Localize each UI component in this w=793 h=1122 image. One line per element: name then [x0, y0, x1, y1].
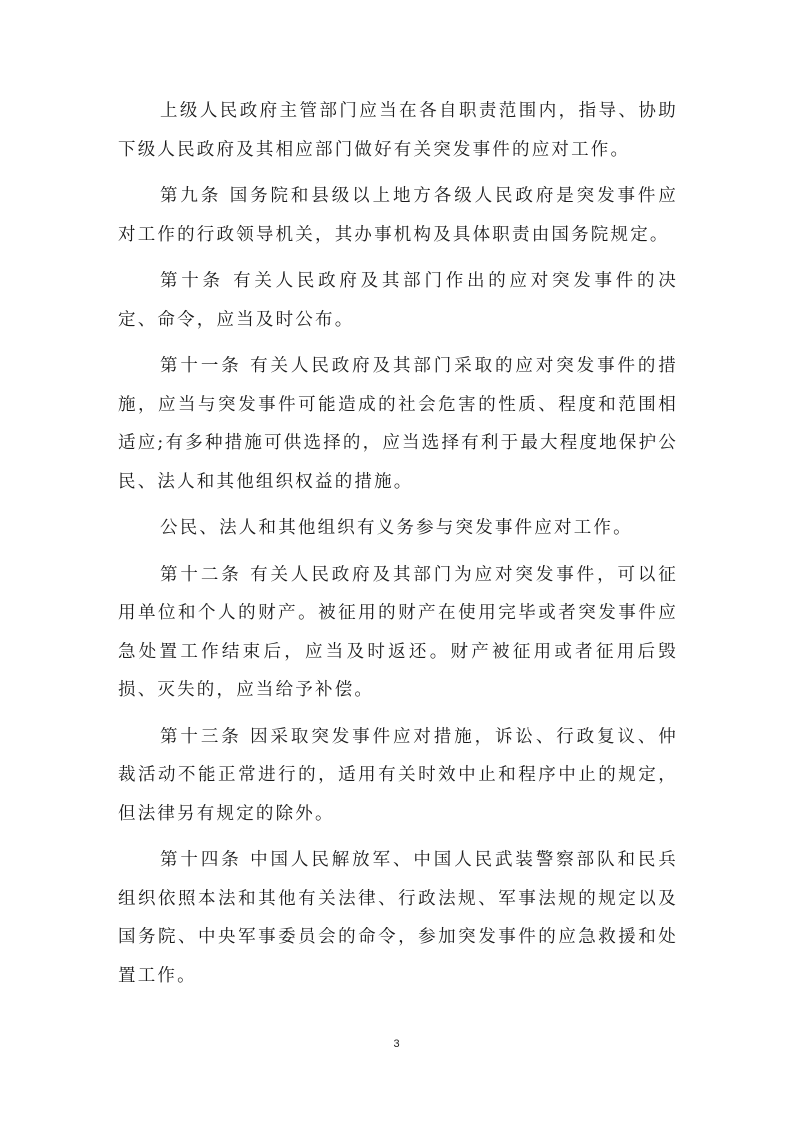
paragraph: 第十一条 有关人民政府及其部门采取的应对突发事件的措施，应当与突发事件可能造成的社会危害的性质、程度和范围相适应;有多种措施可供选择的，应当选择有利于最大程度地保护公民、法人和其他组织权益的措施。: [118, 356, 678, 492]
paragraph: 第十三条 因采取突发事件应对措施，诉讼、行政复议、仲裁活动不能正常进行的，适用有关时效中止和程序中止的规定，但法律另有规定的除外。: [118, 726, 678, 824]
paragraph: 第十条 有关人民政府及其部门作出的应对突发事件的决定、命令，应当及时公布。: [118, 271, 678, 330]
page-number: 3: [393, 1038, 400, 1050]
paragraph: 公民、法人和其他组织有义务参与突发事件应对工作。: [160, 518, 633, 538]
paragraph: 第十二条 有关人民政府及其部门为应对突发事件，可以征用单位和个人的财产。被征用的财产在使用完毕或者突发事件应急处置工作结束后，应当及时返还。财产被征用或者征用后毁损、灭失的，应当给予补偿。: [118, 564, 678, 700]
paragraph: 第十四条 中国人民解放军、中国人民武装警察部队和民兵组织依照本法和其他有关法律、行政法规、军事法规的规定以及国务院、中央军事委员会的命令，参加突发事件的应急救援和处置工作。: [118, 850, 678, 986]
document-body: [118, 92, 678, 1003]
paragraph: 上级人民政府主管部门应当在各自职责范围内，指导、协助下级人民政府及其相应部门做好有关突发事件的应对工作。: [118, 101, 678, 160]
paragraph: 第九条 国务院和县级以上地方各级人民政府是突发事件应对工作的行政领导机关，其办事机构及具体职责由国务院规定。: [118, 186, 678, 245]
